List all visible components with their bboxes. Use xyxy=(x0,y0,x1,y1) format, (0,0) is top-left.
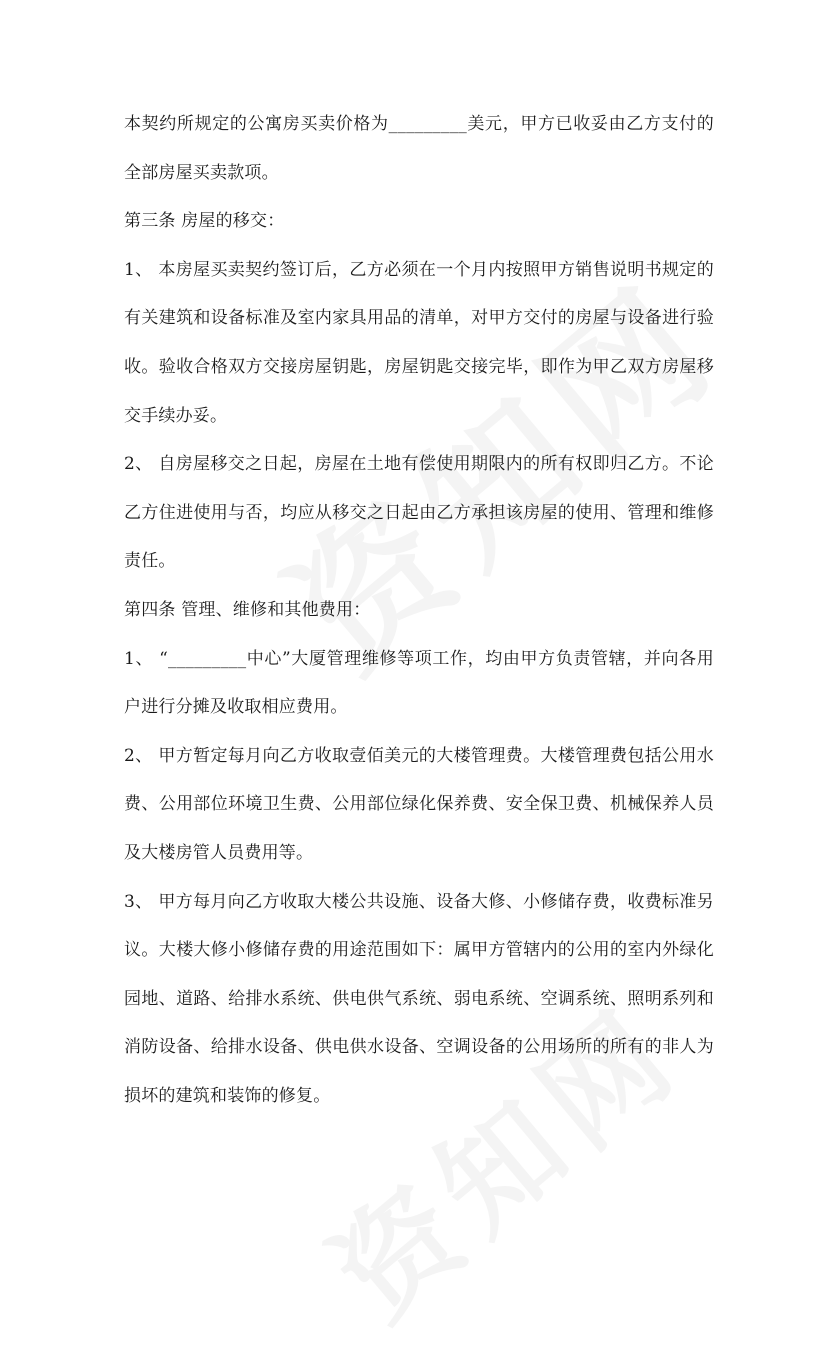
paragraph-4-2: 2、 甲方暂定每月向乙方收取壹佰美元的大楼管理费。大楼管理费包括公用水费、公用部位环境卫生费、公用部位绿化保养费、安全保卫费、机械保养人员及大楼房管人员费用等。 xyxy=(124,745,714,863)
paragraph-4-1: 1、 “_________中心”大厦管理维修等项工作，均由甲方负责管辖，并向各用户进行分摊及收取相应费用。 xyxy=(124,648,714,718)
heading-article-3: 第三条 房屋的移交： xyxy=(124,211,285,232)
paragraph-3-2: 2、 自房屋移交之日起，房屋在土地有偿使用期限内的所有权即归乙方。不论乙方住进使用与否，均应从移交之日起由乙方承担该房屋的使用、管理和维修责任。 xyxy=(124,454,714,572)
heading-article-4: 第四条 管理、维修和其他费用： xyxy=(124,599,371,620)
paragraph-price: 本契约所规定的公寓房买卖价格为_________美元，甲方已收妥由乙方支付的全部房屋买卖款项。 xyxy=(124,114,714,183)
document-body xyxy=(124,100,714,1120)
paragraph-3-1: 1、 本房屋买卖契约签订后，乙方必须在一个月内按照甲方销售说明书规定的有关建筑和设备标准及室内家具用品的清单，对甲方交付的房屋与设备进行验收。验收合格双方交接房屋钥匙，房屋钥匙交接完毕，即作为甲乙双方房屋移交手续办妥。 xyxy=(124,259,714,426)
paragraph-4-3: 3、 甲方每月向乙方收取大楼公共设施、设备大修、小修储存费，收费标准另议。大楼大修小修储存费的用途范围如下：属甲方管辖内的公用的室内外绿化园地、道路、给排水系统、供电供气系统、弱电系统、空调系统、照明系列和消防设备、给排水设备、供电供水设备、空调设备的公用场所的所有的非人为损坏的建筑和装饰的修复。 xyxy=(124,891,714,1106)
